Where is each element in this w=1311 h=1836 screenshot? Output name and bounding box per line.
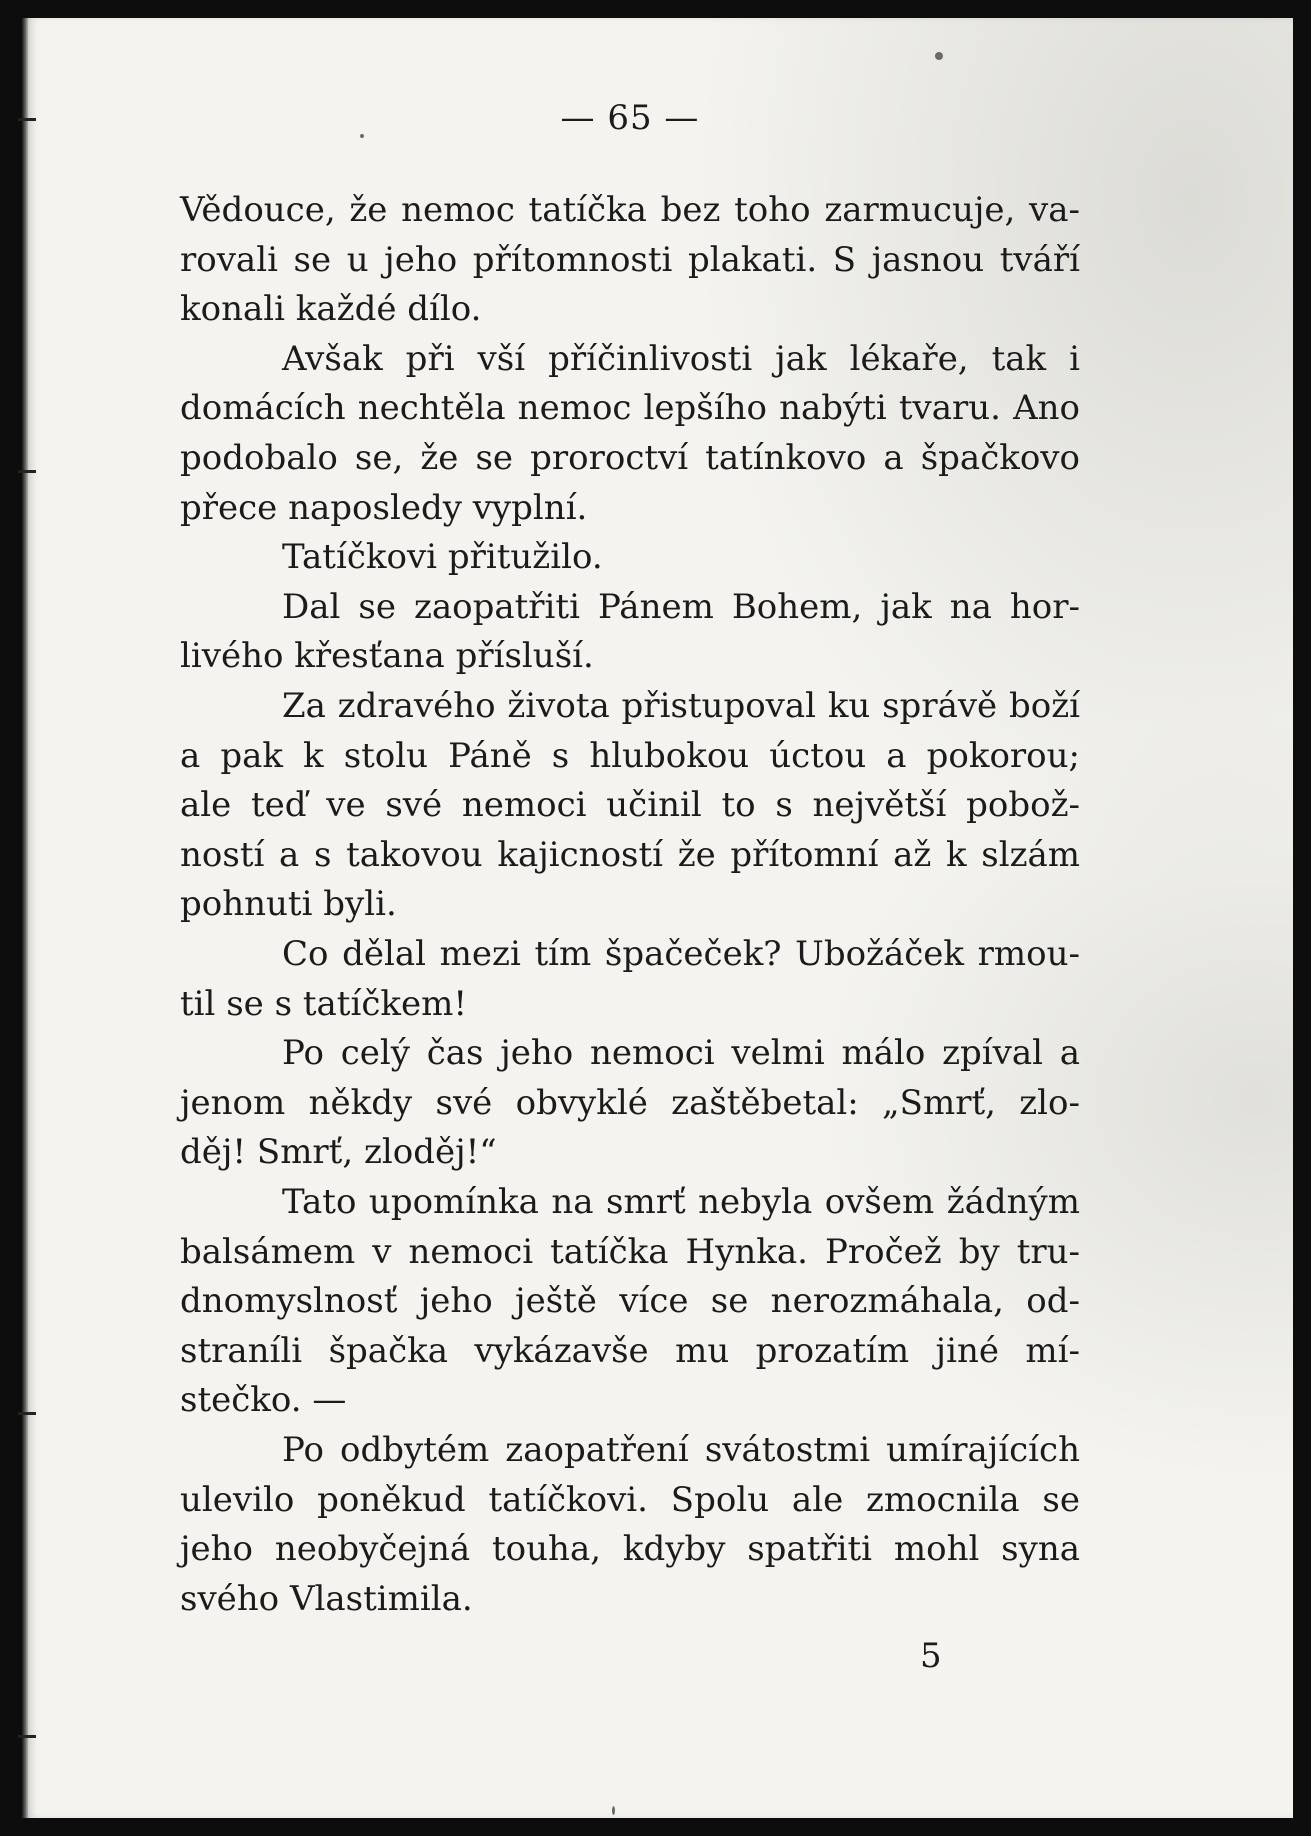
text-line: Dal se zaopatřiti Pánem Bohem, jak na hor-	[282, 586, 1080, 627]
text-line: pohnuti byli.	[180, 884, 397, 925]
text-line: podobalo se, že se proroctví tatínkovo a špačkovo	[180, 438, 1080, 478]
text-line: Po celý čas jeho nemoci velmi málo zpíval a	[282, 1033, 1080, 1074]
text-line: a pak k stolu Páně s hlubokou úctou a pokorou;	[180, 735, 1080, 776]
text-line: přece naposledy vyplní.	[180, 487, 588, 528]
margin-mark	[18, 470, 36, 473]
margin-mark	[18, 118, 36, 121]
text-line: konali každé dílo.	[180, 289, 482, 330]
text-line: ností a s takovou kajicností že přítomní až k slzám	[180, 834, 1080, 875]
text-line: svého Vlastimila.	[180, 1578, 473, 1619]
page-number: — 65 —	[560, 98, 700, 138]
signature-mark: 5	[920, 1636, 942, 1676]
text-line: stečko. —	[180, 1380, 347, 1421]
text-line: til se s tatíčkem!	[180, 983, 467, 1024]
text-line: Za zdravého života přistupoval ku správě boží	[282, 686, 1080, 726]
text-line: Avšak při vší příčinlivosti jak lékaře, tak i	[282, 338, 1080, 379]
text-line: ulevilo poněkud tatíčkovi. Spolu ale zmocnila se	[180, 1479, 1080, 1520]
margin-mark	[18, 1412, 36, 1415]
paper-speck	[612, 1806, 615, 1815]
text-line: Po odbytém zaopatření svátostmi umírajících	[282, 1430, 1080, 1470]
paper-speck	[935, 52, 943, 60]
text-line: Vědouce, že nemoc tatíčka bez toho zarmucuje, va-	[180, 190, 1080, 230]
text-line: rovali se u jeho přítomnosti plakati. S jasnou tváří	[180, 239, 1080, 280]
text-line: balsámem v nemoci tatíčka Hynka. Pročež by tru-	[180, 1231, 1080, 1272]
text-line: jeho neobyčejná touha, kdyby spatřiti mohl syna	[180, 1529, 1080, 1570]
text-line: Tato upomínka na smrť nebyla ovšem žádným	[282, 1182, 1080, 1222]
text-line: straníli špačka vykázavše mu prozatím jiné mí-	[180, 1330, 1080, 1371]
page-binding-edge	[22, 18, 28, 1818]
text-line: domácích nechtěla nemoc lepšího nabýti tvaru. Ano	[180, 388, 1080, 429]
text-line: Co dělal mezi tím špačeček? Ubožáček rmou-	[282, 934, 1080, 974]
text-line: děj! Smrť, zloděj!“	[180, 1132, 497, 1173]
text-line: Tatíčkovi přitužilo.	[282, 537, 603, 578]
text-line: livého křesťana přísluší.	[180, 636, 594, 677]
text-line: ale teď ve své nemoci učinil to s největší pobož-	[180, 785, 1080, 826]
paper-speck	[360, 134, 364, 138]
text-line: jenom někdy své obvyklé zaštěbetal: „Smrť, zlo-	[180, 1082, 1080, 1123]
text-line: dnomyslnosť jeho ještě více se nerozmáhala, od-	[180, 1281, 1080, 1322]
margin-mark	[18, 1735, 36, 1738]
